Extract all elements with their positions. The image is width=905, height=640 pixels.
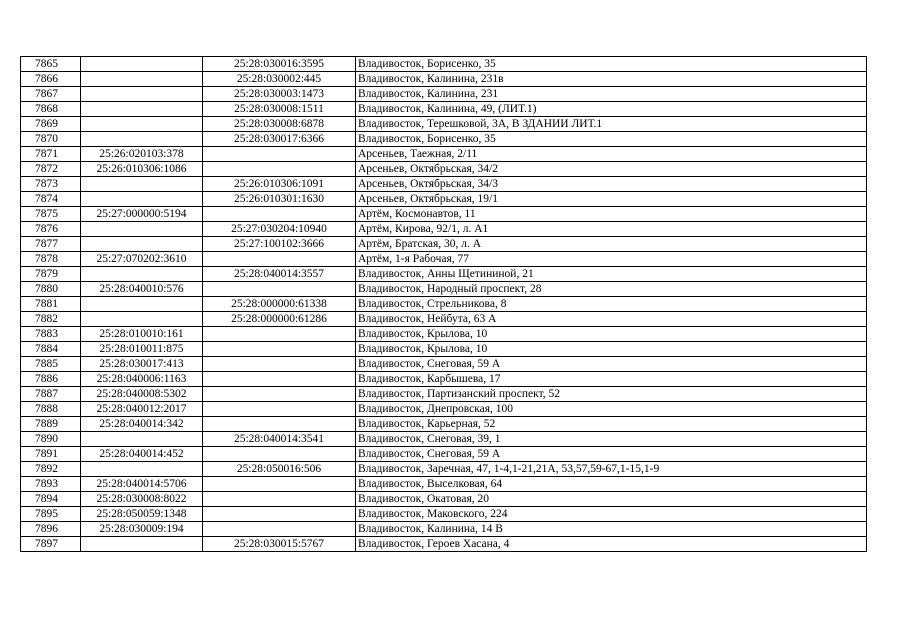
cadastral-number-b-cell: 25:28:030015:5767 bbox=[203, 537, 356, 552]
cadastral-number-a-cell: 25:28:040014:452 bbox=[81, 447, 203, 462]
table-row bbox=[21, 507, 867, 522]
table-row bbox=[21, 357, 867, 372]
address-cell: Владивосток, Калинина, 231в bbox=[356, 72, 867, 87]
table-row bbox=[21, 87, 867, 102]
cadastral-number-a-cell: 25:28:040014:342 bbox=[81, 417, 203, 432]
row-number-cell: 7870 bbox=[21, 132, 81, 147]
cadastral-number-a-cell: 25:28:040010:576 bbox=[81, 282, 203, 297]
table-row bbox=[21, 492, 867, 507]
address-cell: Владивосток, Заречная, 47, 1-4,1-21,21А, 53,57,59-67,1-15,1-9 bbox=[356, 462, 867, 477]
address-cell: Владивосток, Героев Хасана, 4 bbox=[356, 537, 867, 552]
table-row bbox=[21, 327, 867, 342]
table-row bbox=[21, 102, 867, 117]
row-number-cell: 7890 bbox=[21, 432, 81, 447]
cadastral-number-a-cell: 25:26:020103:378 bbox=[81, 147, 203, 162]
row-number-cell: 7868 bbox=[21, 102, 81, 117]
cadastral-number-b-cell: 25:28:000000:61338 bbox=[203, 297, 356, 312]
address-cell: Владивосток, Народный проспект, 28 bbox=[356, 282, 867, 297]
address-cell: Владивосток, Борисенко, 35 bbox=[356, 132, 867, 147]
registry-table-body bbox=[21, 57, 867, 552]
address-cell: Артём, Кирова, 92/1, л. А1 bbox=[356, 222, 867, 237]
table-row bbox=[21, 162, 867, 177]
row-number-cell: 7873 bbox=[21, 177, 81, 192]
address-cell: Владивосток, Калинина, 49, (ЛИТ.1) bbox=[356, 102, 867, 117]
cadastral-number-a-cell: 25:28:010011:875 bbox=[81, 342, 203, 357]
row-number-cell: 7896 bbox=[21, 522, 81, 537]
cadastral-number-a-cell: 25:26:010306:1086 bbox=[81, 162, 203, 177]
row-number-cell: 7876 bbox=[21, 222, 81, 237]
address-cell: Владивосток, Калинина, 231 bbox=[356, 87, 867, 102]
row-number-cell: 7885 bbox=[21, 357, 81, 372]
cadastral-number-b-cell bbox=[203, 447, 356, 462]
row-number-cell: 7869 bbox=[21, 117, 81, 132]
cadastral-number-a-cell bbox=[81, 312, 203, 327]
table-row bbox=[21, 387, 867, 402]
table-row bbox=[21, 342, 867, 357]
cadastral-number-a-cell: 25:28:040008:5302 bbox=[81, 387, 203, 402]
table-row bbox=[21, 372, 867, 387]
cadastral-number-a-cell bbox=[81, 462, 203, 477]
row-number-cell: 7879 bbox=[21, 267, 81, 282]
address-cell: Артём, Космонавтов, 11 bbox=[356, 207, 867, 222]
row-number-cell: 7897 bbox=[21, 537, 81, 552]
cadastral-number-b-cell bbox=[203, 477, 356, 492]
table-row bbox=[21, 282, 867, 297]
row-number-cell: 7894 bbox=[21, 492, 81, 507]
address-cell: Арсеньев, Октябрьская, 34/2 bbox=[356, 162, 867, 177]
cadastral-number-b-cell bbox=[203, 357, 356, 372]
address-cell: Владивосток, Терешковой, 3А, В ЗДАНИИ ЛИТ.1 bbox=[356, 117, 867, 132]
cadastral-number-a-cell bbox=[81, 267, 203, 282]
address-cell: Владивосток, Калинина, 14 В bbox=[356, 522, 867, 537]
row-number-cell: 7895 bbox=[21, 507, 81, 522]
address-cell: Арсеньев, Таежная, 2/11 bbox=[356, 147, 867, 162]
address-cell: Владивосток, Окатовая, 20 bbox=[356, 492, 867, 507]
row-number-cell: 7878 bbox=[21, 252, 81, 267]
row-number-cell: 7882 bbox=[21, 312, 81, 327]
cadastral-number-b-cell bbox=[203, 252, 356, 267]
cadastral-number-a-cell: 25:28:030009:194 bbox=[81, 522, 203, 537]
cadastral-number-a-cell: 25:28:040012:2017 bbox=[81, 402, 203, 417]
cadastral-number-a-cell: 25:28:030017:413 bbox=[81, 357, 203, 372]
cadastral-number-b-cell bbox=[203, 402, 356, 417]
cadastral-number-a-cell: 25:28:040006:1163 bbox=[81, 372, 203, 387]
cadastral-number-a-cell: 25:28:040014:5706 bbox=[81, 477, 203, 492]
cadastral-number-a-cell: 25:27:000000:5194 bbox=[81, 207, 203, 222]
address-cell: Владивосток, Снеговая, 59 А bbox=[356, 357, 867, 372]
row-number-cell: 7875 bbox=[21, 207, 81, 222]
cadastral-number-a-cell bbox=[81, 72, 203, 87]
table-row bbox=[21, 117, 867, 132]
row-number-cell: 7881 bbox=[21, 297, 81, 312]
row-number-cell: 7865 bbox=[21, 57, 81, 72]
row-number-cell: 7884 bbox=[21, 342, 81, 357]
address-cell: Артём, Братская, 30, л. А bbox=[356, 237, 867, 252]
address-cell: Владивосток, Маковского, 224 bbox=[356, 507, 867, 522]
cadastral-number-b-cell: 25:28:040014:3541 bbox=[203, 432, 356, 447]
address-cell: Владивосток, Стрельникова, 8 bbox=[356, 297, 867, 312]
row-number-cell: 7874 bbox=[21, 192, 81, 207]
cadastral-number-b-cell bbox=[203, 507, 356, 522]
table-row bbox=[21, 222, 867, 237]
row-number-cell: 7872 bbox=[21, 162, 81, 177]
address-cell: Владивосток, Снеговая, 59 А bbox=[356, 447, 867, 462]
table-row bbox=[21, 312, 867, 327]
cadastral-number-a-cell bbox=[81, 222, 203, 237]
cadastral-number-a-cell bbox=[81, 192, 203, 207]
cadastral-number-b-cell bbox=[203, 492, 356, 507]
address-cell: Владивосток, Карбышева, 17 bbox=[356, 372, 867, 387]
cadastral-number-a-cell bbox=[81, 102, 203, 117]
address-cell: Владивосток, Крылова, 10 bbox=[356, 327, 867, 342]
cadastral-number-b-cell bbox=[203, 327, 356, 342]
cadastral-number-b-cell bbox=[203, 162, 356, 177]
cadastral-number-a-cell bbox=[81, 297, 203, 312]
row-number-cell: 7871 bbox=[21, 147, 81, 162]
table-row bbox=[21, 462, 867, 477]
table-row bbox=[21, 522, 867, 537]
cadastral-number-a-cell: 25:28:030008:8022 bbox=[81, 492, 203, 507]
cadastral-number-b-cell: 25:28:030008:6878 bbox=[203, 117, 356, 132]
address-cell: Арсеньев, Октябрьская, 34/3 bbox=[356, 177, 867, 192]
table-row bbox=[21, 177, 867, 192]
row-number-cell: 7888 bbox=[21, 402, 81, 417]
cadastral-number-b-cell bbox=[203, 387, 356, 402]
cadastral-number-b-cell: 25:28:030003:1473 bbox=[203, 87, 356, 102]
row-number-cell: 7867 bbox=[21, 87, 81, 102]
address-cell: Владивосток, Снеговая, 39, 1 bbox=[356, 432, 867, 447]
row-number-cell: 7877 bbox=[21, 237, 81, 252]
table-row bbox=[21, 72, 867, 87]
row-number-cell: 7891 bbox=[21, 447, 81, 462]
table-row bbox=[21, 447, 867, 462]
cadastral-number-b-cell: 25:27:030204:10940 bbox=[203, 222, 356, 237]
cadastral-number-a-cell bbox=[81, 87, 203, 102]
address-cell: Владивосток, Выселковая, 64 bbox=[356, 477, 867, 492]
table-row bbox=[21, 147, 867, 162]
table-row bbox=[21, 267, 867, 282]
row-number-cell: 7880 bbox=[21, 282, 81, 297]
cadastral-number-b-cell bbox=[203, 207, 356, 222]
cadastral-number-a-cell bbox=[81, 117, 203, 132]
cadastral-number-b-cell: 25:28:030017:6366 bbox=[203, 132, 356, 147]
table-row bbox=[21, 192, 867, 207]
row-number-cell: 7892 bbox=[21, 462, 81, 477]
row-number-cell: 7866 bbox=[21, 72, 81, 87]
table-row bbox=[21, 297, 867, 312]
property-registry-table bbox=[20, 56, 867, 552]
table-row bbox=[21, 237, 867, 252]
table-row bbox=[21, 252, 867, 267]
cadastral-number-b-cell bbox=[203, 342, 356, 357]
cadastral-number-b-cell bbox=[203, 522, 356, 537]
cadastral-number-b-cell: 25:28:030002:445 bbox=[203, 72, 356, 87]
cadastral-number-b-cell: 25:27:100102:3666 bbox=[203, 237, 356, 252]
cadastral-number-a-cell bbox=[81, 237, 203, 252]
cadastral-number-b-cell bbox=[203, 372, 356, 387]
cadastral-number-b-cell: 25:28:030008:1511 bbox=[203, 102, 356, 117]
row-number-cell: 7889 bbox=[21, 417, 81, 432]
table-row bbox=[21, 132, 867, 147]
cadastral-number-b-cell: 25:26:010306:1091 bbox=[203, 177, 356, 192]
cadastral-number-a-cell: 25:27:070202:3610 bbox=[81, 252, 203, 267]
cadastral-number-b-cell bbox=[203, 417, 356, 432]
table-row bbox=[21, 417, 867, 432]
address-cell: Владивосток, Крылова, 10 bbox=[356, 342, 867, 357]
address-cell: Владивосток, Днепровская, 100 bbox=[356, 402, 867, 417]
address-cell: Владивосток, Анны Щетининой, 21 bbox=[356, 267, 867, 282]
cadastral-number-a-cell bbox=[81, 57, 203, 72]
table-row bbox=[21, 537, 867, 552]
cadastral-number-a-cell: 25:28:050059:1348 bbox=[81, 507, 203, 522]
cadastral-number-b-cell: 25:26:010301:1630 bbox=[203, 192, 356, 207]
table-row bbox=[21, 207, 867, 222]
row-number-cell: 7893 bbox=[21, 477, 81, 492]
address-cell: Владивосток, Партизанский проспект, 52 bbox=[356, 387, 867, 402]
table-row bbox=[21, 477, 867, 492]
row-number-cell: 7883 bbox=[21, 327, 81, 342]
table-row bbox=[21, 57, 867, 72]
cadastral-number-a-cell: 25:28:010010:161 bbox=[81, 327, 203, 342]
cadastral-number-a-cell bbox=[81, 432, 203, 447]
address-cell: Владивосток, Борисенко, 35 bbox=[356, 57, 867, 72]
cadastral-number-a-cell bbox=[81, 132, 203, 147]
address-cell: Владивосток, Нейбута, 63 А bbox=[356, 312, 867, 327]
address-cell: Артём, 1-я Рабочая, 77 bbox=[356, 252, 867, 267]
table-row bbox=[21, 402, 867, 417]
cadastral-number-a-cell bbox=[81, 537, 203, 552]
cadastral-number-b-cell: 25:28:040014:3557 bbox=[203, 267, 356, 282]
cadastral-number-b-cell: 25:28:000000:61286 bbox=[203, 312, 356, 327]
cadastral-number-b-cell: 25:28:050016:506 bbox=[203, 462, 356, 477]
address-cell: Арсеньев, Октябрьская, 19/1 bbox=[356, 192, 867, 207]
cadastral-number-b-cell bbox=[203, 282, 356, 297]
row-number-cell: 7887 bbox=[21, 387, 81, 402]
cadastral-number-b-cell bbox=[203, 147, 356, 162]
table-row bbox=[21, 432, 867, 447]
cadastral-number-b-cell: 25:28:030016:3595 bbox=[203, 57, 356, 72]
address-cell: Владивосток, Карьерная, 52 bbox=[356, 417, 867, 432]
row-number-cell: 7886 bbox=[21, 372, 81, 387]
cadastral-number-a-cell bbox=[81, 177, 203, 192]
